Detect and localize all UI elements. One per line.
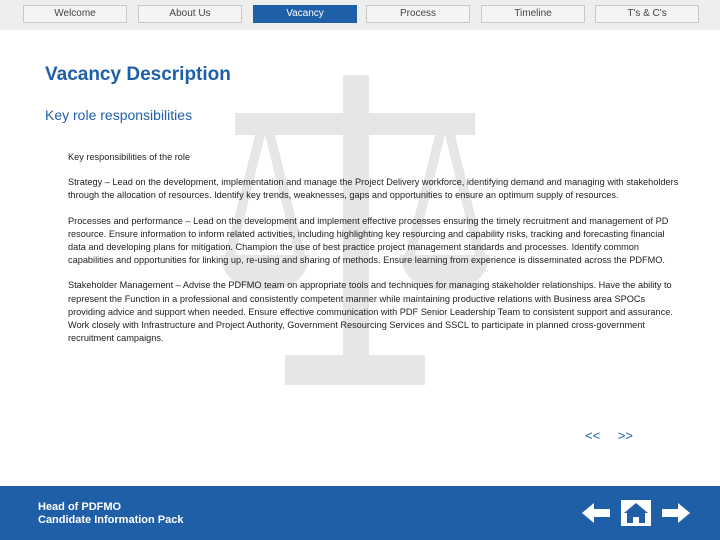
arrow-left-icon[interactable]: [580, 499, 612, 527]
footer-line-1: Head of PDFMO: [38, 501, 122, 513]
tab-vacancy[interactable]: Vacancy: [253, 5, 357, 23]
pager: [585, 428, 647, 443]
tab-timeline[interactable]: Timeline: [481, 5, 585, 23]
footer-title: [38, 501, 183, 527]
page-subtitle: Key role responsibilities: [45, 107, 193, 123]
tab-about-us[interactable]: About Us: [138, 5, 242, 23]
tab-process[interactable]: Process: [366, 5, 470, 23]
tab-ts-and-cs[interactable]: T's & C's: [595, 5, 699, 23]
responsibilities-heading: Key responsibilities of the role: [68, 152, 191, 162]
responsibilities-text: [68, 151, 680, 357]
tab-welcome[interactable]: Welcome: [23, 5, 127, 23]
responsibility-strategy: Strategy – Lead on the development, implementation and manage the Project Delivery workforce, identifying demand and managing with stakeholders through the allocation of resources. Identify key trends, weaknesses, gaps and opportunities to ensure an optimum supply of resources.: [68, 177, 679, 201]
responsibility-processes: Processes and performance – Lead on the development and implement effective processes ensuring the timely recruitment and management of PD resource. Ensure information to inform related activities, including highlighting key resourcing and capability risks, tracking and forecasting financial data and developing plans for mitigation. Champion the use of best practice project management standards and processes. Identify common capabilities and opportunities for linking up, re-using and sharing of methods. Ensure learning from experience is disseminated across the PDFMO.: [68, 215, 669, 266]
home-icon[interactable]: [620, 499, 652, 527]
page-title: Vacancy Description: [45, 64, 231, 85]
footer-line-2: Candidate Information Pack: [38, 514, 184, 526]
prev-page-link[interactable]: <<: [585, 428, 601, 443]
next-page-link[interactable]: >>: [617, 428, 633, 443]
top-navigation: [0, 0, 720, 30]
responsibility-stakeholder: Stakeholder Management – Advise the PDFMO team on appropriate tools and techniques for managing stakeholder relationships. Have the ability to represent the Function in a professional and consistently competent manner while maintaining productive relations with Business area SPOCs providing advice and support when needed. Ensure effective communication with PDF Senior Leadership Team to consistent support and assurance. Work closely with Infrastructure and Project Authority, Government Resourcing Services and SSCL to participate in planned cross-government recruitment campaigns.: [68, 280, 673, 344]
arrow-right-icon[interactable]: [660, 499, 692, 527]
footer-bar: [0, 486, 720, 540]
